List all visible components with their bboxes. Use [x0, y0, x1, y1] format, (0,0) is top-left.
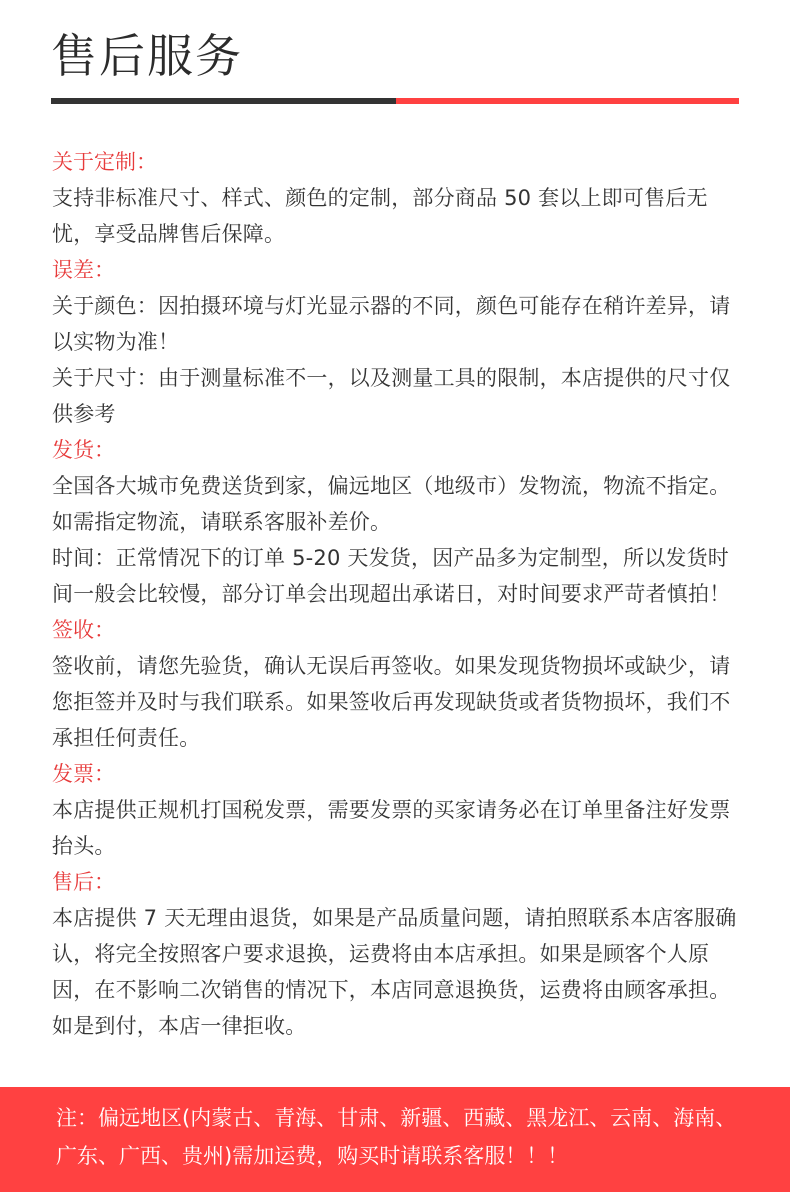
shipping-time-text: 时间：正常情况下的订单 5-20 天发货，因产品多为定制型，所以发货时间一般会比较慢，部分订单会出现超出承诺日，对时间要求严苛者慎拍！: [52, 546, 731, 606]
section-title-invoice: 发票：: [52, 762, 115, 786]
remote-area-notice-banner: [0, 1087, 790, 1192]
after-sales-text: 本店提供 7 天无理由退货，如果是产品质量问题，请拍照联系本店客服确认，将完全按照客户要求退换，运费将由本店承担。如果是顾客个人原因，在不影响二次销售的情况下，本店同意退换货，运费将由顾客承担。如是到付，本店一律拒收。: [52, 906, 737, 1038]
customization-text: 支持非标准尺寸、样式、颜色的定制，部分商品 50 套以上即可售后无忧，享受品牌售后保障。: [52, 186, 708, 246]
title-divider: [51, 98, 739, 104]
divider-dark-segment: [51, 98, 396, 104]
error-size-text: 关于尺寸：由于测量标准不一，以及测量工具的限制，本店提供的尺寸仅供参考: [52, 366, 731, 426]
section-title-receipt: 签收：: [52, 618, 115, 642]
page-title: 售后服务: [51, 29, 243, 83]
section-title-shipping: 发货：: [52, 438, 115, 462]
section-title-customization: 关于定制：: [52, 150, 157, 174]
receipt-text: 签收前，请您先验货，确认无误后再签收。如果发现货物损坏或缺少，请您拒签并及时与我们联系。如果签收后再发现缺货或者货物损坏，我们不承担任何责任。: [52, 654, 731, 750]
error-color-text: 关于颜色：因拍摄环境与灯光显示器的不同，颜色可能存在稍许差异，请以实物为准！: [52, 294, 731, 354]
invoice-text: 本店提供正规机打国税发票，需要发票的买家请务必在订单里备注好发票抬头。: [52, 798, 731, 858]
service-content: [52, 144, 752, 1044]
divider-red-segment: [396, 98, 739, 104]
section-title-error: 误差：: [52, 258, 115, 282]
remote-area-notice-text: 注：偏远地区(内蒙古、青海、甘肃、新疆、西藏、黑龙江、云南、海南、广东、广西、贵州)需加运费，购买时请联系客服！！！: [56, 1106, 737, 1168]
shipping-delivery-text: 全国各大城市免费送货到家，偏远地区（地级市）发物流，物流不指定。如需指定物流，请联系客服补差价。: [52, 474, 731, 534]
section-title-after-sales: 售后：: [52, 870, 115, 894]
